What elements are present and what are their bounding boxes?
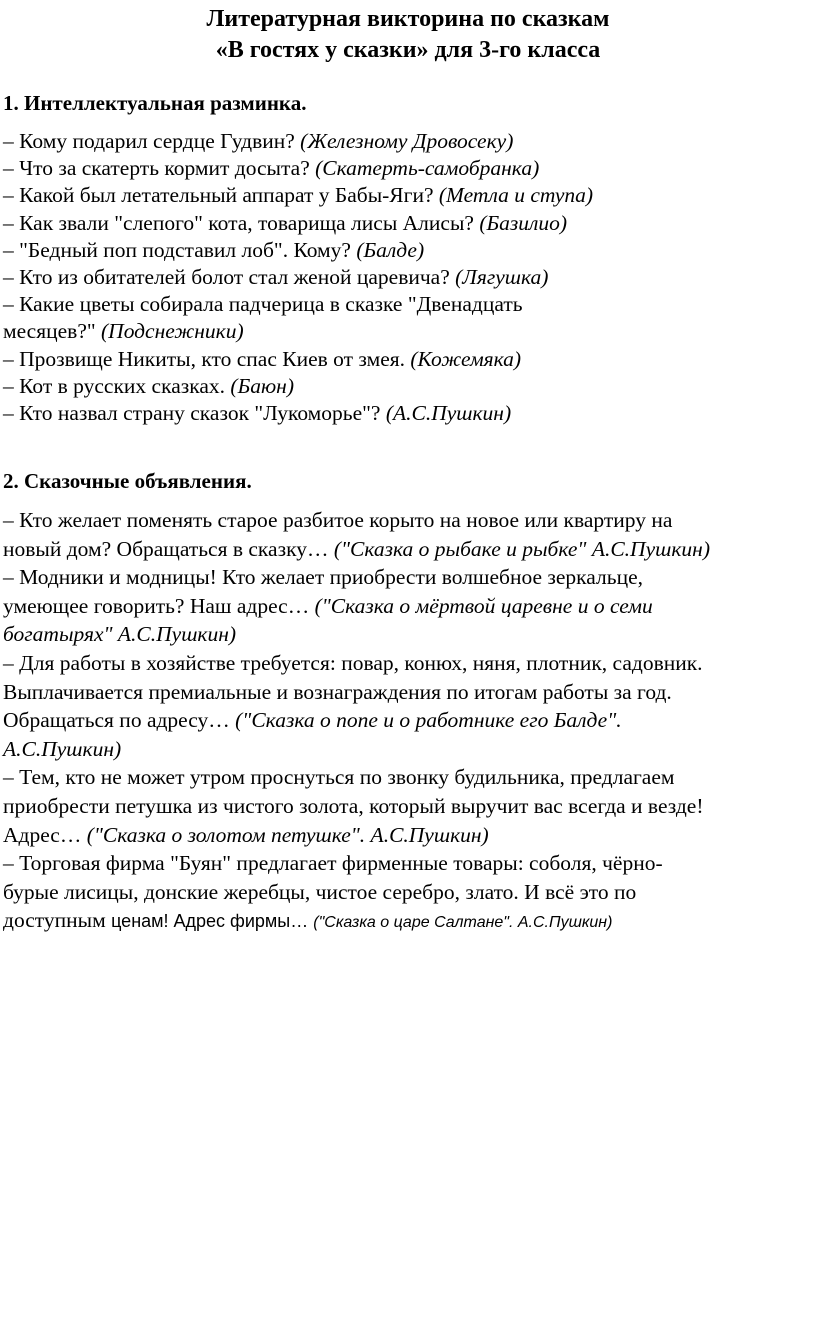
announcement-line: [3, 849, 813, 878]
announcement-text: – Модники и модницы! Кто желает приобрести волшебное зеркальце,: [3, 565, 643, 590]
answer-text: (Железному Дровосеку): [300, 129, 514, 153]
announcement-text: – Торговая фирма "Буян" предлагает фирменные товары: соболя, чёрно-: [3, 851, 663, 876]
announcement-text: доступным: [3, 908, 112, 933]
answer-text: (Балде): [356, 237, 425, 262]
question-line: [3, 291, 813, 318]
announcement-line: [3, 678, 813, 707]
answer-text: (Метла и ступа): [438, 183, 594, 208]
section-1-questions: [3, 128, 813, 427]
title-line-1: Литературная викторина по сказкам: [206, 6, 610, 32]
announcement-text: новый дом? Обращаться в сказку…: [3, 536, 334, 561]
question-line: [3, 182, 813, 209]
announcement-line: [3, 821, 813, 850]
answer-text: богатырях" А.С.Пушкин): [3, 622, 237, 647]
question-text: – Что за скатерть кормит досыта?: [3, 156, 316, 181]
answer-text: ("Сказка о рыбаке и рыбке" А.С.Пушкин): [333, 536, 710, 561]
announcement-text: Обращаться по адресу…: [3, 708, 236, 733]
question-text: – Какие цветы собирала падчерица в сказке "Двенадцать: [3, 292, 523, 317]
announcement-line: [3, 706, 813, 735]
question-line: [3, 128, 813, 155]
answer-text: (Кожемяка): [410, 346, 522, 371]
question-text: – Кот в русских сказках.: [3, 373, 231, 398]
announcement-line: [3, 506, 813, 535]
announcement-line: [3, 535, 813, 564]
section-1-heading: 1. Интеллектуальная разминка.: [3, 91, 307, 115]
document-title: [0, 4, 816, 66]
announcement-line-last: [3, 906, 813, 935]
announcement-line: [3, 792, 813, 821]
answer-text: ("Сказка о мёртвой царевне и о семи: [314, 593, 653, 618]
announcement-text: Адрес…: [3, 822, 87, 847]
title-line-2: «В гостях у сказки» для 3-го класса: [215, 37, 601, 63]
announcement-line: [3, 763, 813, 792]
announcement-text: – Кто желает поменять старое разбитое корыто на новое или квартиру на: [3, 508, 673, 532]
question-text: – Кто назвал страну сказок "Лукоморье"?: [3, 400, 386, 425]
answer-text: (Скатерть-самобранка): [315, 156, 540, 181]
announcement-line: [3, 878, 813, 907]
question-line: [3, 318, 813, 345]
announcement-text: Выплачивается премиальные и вознаграждения по итогам работы за год.: [3, 679, 672, 704]
question-line: [3, 400, 813, 427]
answer-text: (Подснежники): [101, 319, 244, 344]
question-line: [3, 237, 813, 264]
question-line: [3, 373, 813, 400]
question-text: – Как звали "слепого" кота, товарища лисы Алисы?: [3, 210, 480, 235]
question-line: [3, 155, 813, 182]
question-line: [3, 210, 813, 237]
question-text: – Кто из обитателей болот стал женой царевича?: [3, 264, 456, 289]
section-2-announcements: [3, 506, 813, 935]
announcement-line: [3, 563, 813, 592]
announcement-line: [3, 735, 813, 764]
announcement-line: [3, 649, 813, 678]
answer-text: (Базилио): [479, 210, 568, 235]
section-2-heading: 2. Сказочные объявления.: [3, 469, 252, 493]
answer-text: ("Сказка о царе Салтане". А.С.Пушкин): [313, 914, 613, 932]
announcement-text: – Для работы в хозяйстве требуется: повар, конюх, няня, плотник, садовник.: [3, 650, 703, 675]
announcement-line: [3, 620, 813, 649]
question-text: – Кому подарил сердце Гудвин?: [3, 129, 301, 153]
question-text: – Какой был летательный аппарат у Бабы-Яги?: [3, 183, 439, 208]
question-text: – "Бедный поп подставил лоб". Кому?: [3, 237, 357, 262]
answer-text: (Баюн): [230, 373, 294, 398]
announcement-text: бурые лисицы, донские жеребцы, чистое серебро, злато. И всё это по: [3, 879, 637, 904]
announcement-text: умеющее говорить? Наш адрес…: [3, 593, 315, 618]
answer-text: (Лягушка): [455, 264, 549, 289]
answer-text: (А.С.Пушкин): [385, 400, 512, 425]
question-line: [3, 264, 813, 291]
answer-text: А.С.Пушкин): [3, 736, 122, 761]
answer-text: ("Сказка о попе и о работнике его Балде".: [235, 708, 622, 733]
question-text: месяцев?": [3, 319, 102, 344]
announcement-line: [3, 592, 813, 621]
announcement-text: приобрести петушка из чистого золота, который выручит вас всегда и везде!: [3, 793, 704, 818]
answer-text: ("Сказка о золотом петушке". А.С.Пушкин): [86, 822, 489, 847]
announcement-text: – Тем, кто не может утром проснуться по звонку будильника, предлагаем: [3, 765, 675, 790]
announcement-text-sans: ценам! Адрес фирмы…: [111, 911, 314, 932]
question-text: – Прозвище Никиты, кто спас Киев от змея.: [3, 346, 411, 371]
question-line: [3, 346, 813, 373]
